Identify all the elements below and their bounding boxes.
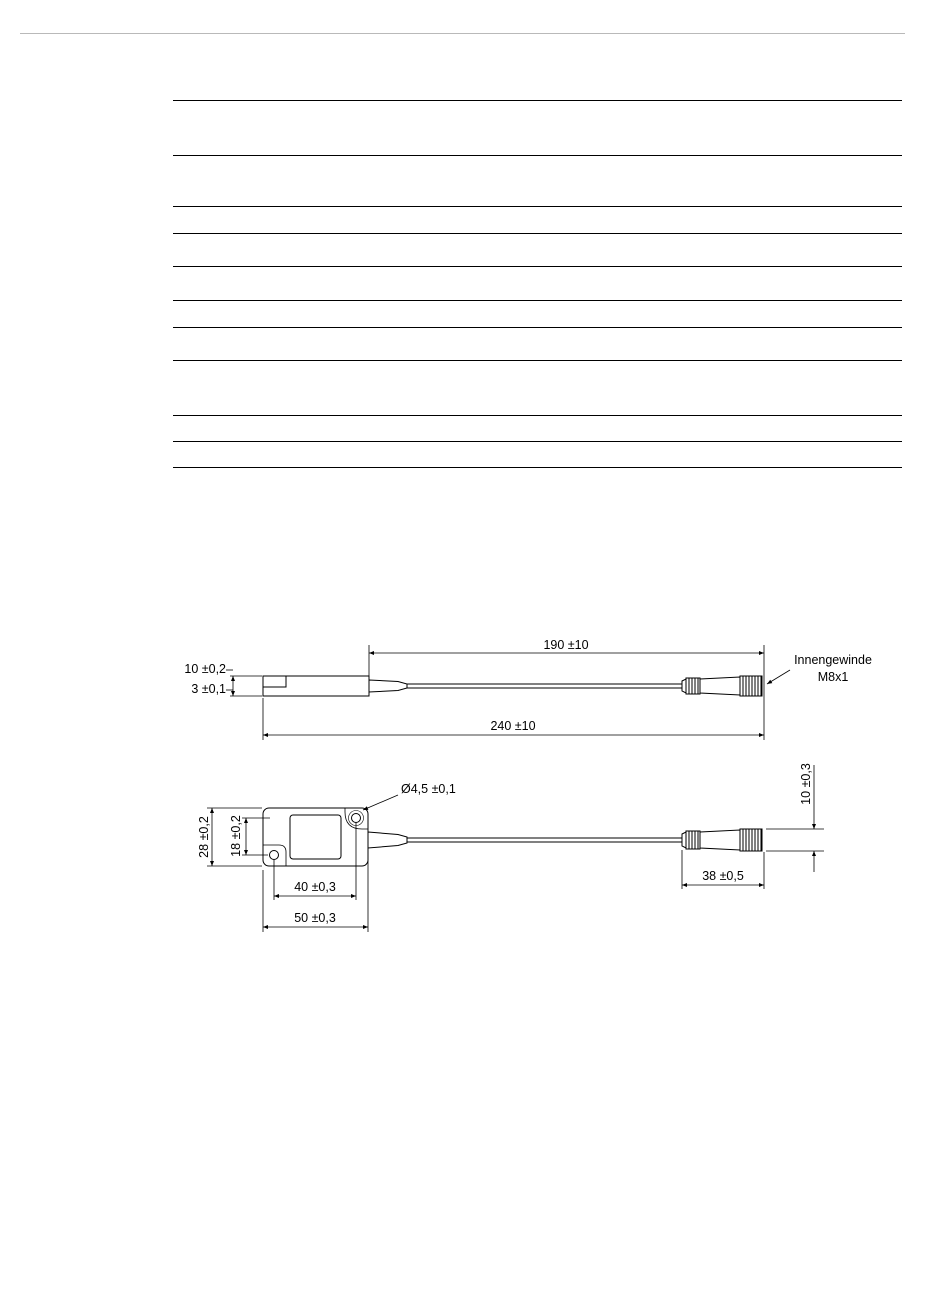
strain-relief xyxy=(369,680,407,692)
connector-top xyxy=(682,829,762,851)
dim-connector-diameter: 10 ±0,3 xyxy=(799,763,813,805)
dim-height-inner: 18 ±0,2 xyxy=(229,815,243,857)
dim-width: 50 ±0,3 xyxy=(294,911,336,925)
connector-side xyxy=(682,676,762,696)
dim-hole-spacing: 40 ±0,3 xyxy=(294,880,336,894)
dim-cable-length: 190 ±10 xyxy=(543,638,589,652)
sensor-body-top xyxy=(263,808,368,866)
dim-total-length: 240 ±10 xyxy=(490,719,536,733)
sensor-body-side xyxy=(263,676,369,696)
dim-hole: Ø4,5 ±0,1 xyxy=(401,782,456,796)
top-view xyxy=(207,765,824,932)
dim-connector-length: 38 ±0,5 xyxy=(702,869,744,883)
dim-height-outer: 28 ±0,2 xyxy=(197,816,211,858)
thread-label-line1: Innengewinde xyxy=(794,653,872,667)
thread-label-line2: M8x1 xyxy=(817,670,849,684)
thread-leader xyxy=(767,670,790,684)
dim-height: 10 ±0,2 xyxy=(184,662,226,676)
dim-offset: 3 ±0,1 xyxy=(191,682,226,696)
